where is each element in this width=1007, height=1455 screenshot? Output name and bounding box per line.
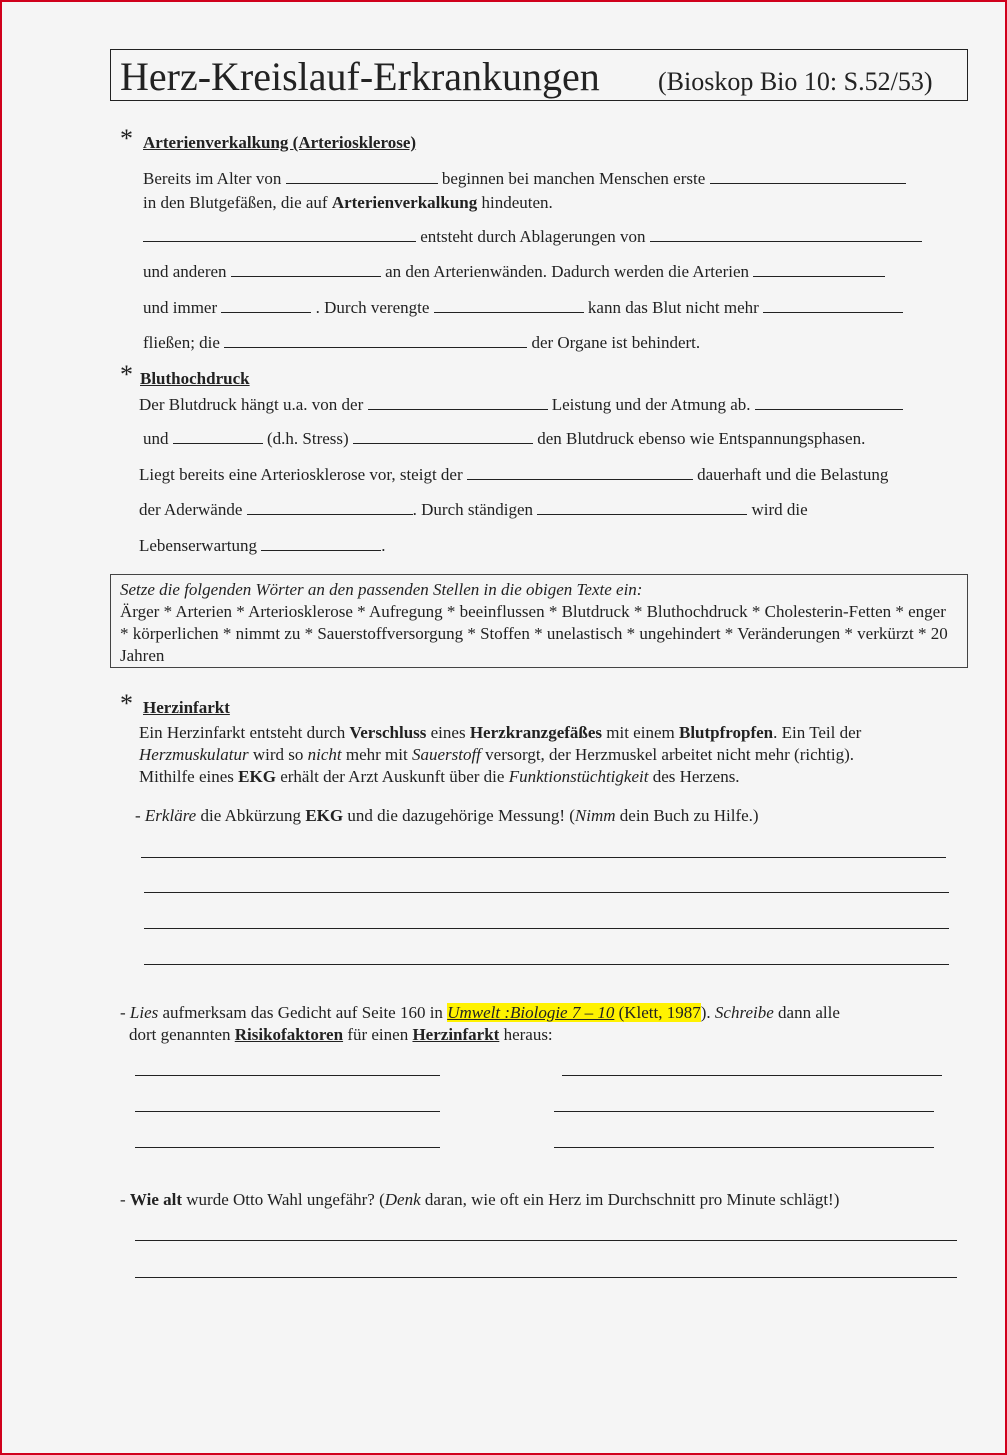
- word-bank-words: Ärger * Arterien * Arteriosklerose * Aufregung * beeinflussen * Blutdruck * Bluthochdruck * Cholesterin-Fetten * enger * körperlichen * nimmt zu * Sauerstoffversorgung * Stoffen * unelastisch * ungehindert * Veränderungen * verkürzt * 20 Jahren: [120, 602, 948, 665]
- word-bank-instruction: Setze die folgenden Wörter an den passenden Stellen in die obigen Texte ein:: [120, 580, 643, 599]
- fill-blank[interactable]: [650, 227, 922, 242]
- page-title: Herz-Kreislauf-Erkrankungen: [120, 54, 600, 99]
- text-line: Ein Herzinfarkt entsteht durch Verschluss eines Herzkranzgefäßes mit einem Blutpfropfen. Ein Teil der: [139, 723, 862, 742]
- fill-blank[interactable]: [173, 429, 263, 444]
- fill-blank[interactable]: [247, 500, 413, 515]
- answer-line[interactable]: [554, 1111, 934, 1112]
- answer-line[interactable]: [135, 1147, 440, 1148]
- poem-task-line-1: - Lies aufmerksam das Gedicht auf Seite 160 in Umwelt :Biologie 7 – 10 (Klett, 1987). Schreibe dann alle: [120, 1003, 840, 1022]
- fill-blank[interactable]: [467, 465, 693, 480]
- fill-blank[interactable]: [231, 262, 381, 277]
- text-line: entsteht durch Ablagerungen von: [143, 227, 922, 247]
- text-line: fließen; die der Organe ist behindert.: [143, 333, 701, 352]
- ekg-question: - Erkläre die Abkürzung EKG und die dazugehörige Messung! (Nimm dein Buch zu Hilfe.): [135, 806, 759, 825]
- fill-blank[interactable]: [353, 429, 533, 444]
- answer-line[interactable]: [141, 857, 946, 858]
- fill-blank[interactable]: [434, 298, 584, 313]
- fill-blank[interactable]: [755, 395, 903, 410]
- answer-line[interactable]: [144, 928, 949, 929]
- fill-blank[interactable]: [368, 395, 548, 410]
- answer-line[interactable]: [562, 1075, 942, 1076]
- bullet-star-icon: *: [120, 124, 133, 153]
- text-line: Lebenserwartung .: [139, 536, 386, 555]
- bullet-star-icon: *: [120, 360, 133, 389]
- text-line: und immer . Durch verengte kann das Blut nicht mehr: [143, 298, 903, 318]
- text-line: Mithilfe eines EKG erhält der Arzt Auskunft über die Funktionstüchtigkeit des Herzens.: [139, 767, 740, 786]
- answer-line[interactable]: [135, 1075, 440, 1076]
- fill-blank[interactable]: [763, 298, 903, 313]
- answer-line[interactable]: [144, 964, 949, 965]
- answer-line[interactable]: [135, 1240, 957, 1241]
- text-line: Liegt bereits eine Arteriosklerose vor, steigt der dauerhaft und die Belastung: [139, 465, 889, 484]
- section-heading-hypertension: Bluthochdruck: [140, 369, 250, 388]
- book-reference: (Bioskop Bio 10: S.52/53): [658, 67, 933, 96]
- poem-task-line-2: dort genannten Risikofaktoren für einen Herzinfarkt heraus:: [129, 1025, 553, 1044]
- section-heading-heart-attack: Herzinfarkt: [143, 698, 230, 717]
- otto-question: - Wie alt wurde Otto Wahl ungefähr? (Denk daran, wie oft ein Herz im Durchschnitt pro Minute schlägt!): [120, 1190, 840, 1209]
- word-bank-box: [110, 574, 968, 668]
- text-line: Bereits im Alter von beginnen bei manchen Menschen erste: [143, 169, 906, 189]
- fill-blank[interactable]: [221, 298, 311, 313]
- text-line: in den Blutgefäßen, die auf Arterienverkalkung hindeuten.: [143, 193, 553, 212]
- section-heading-arteriosclerosis: Arterienverkalkung (Arteriosklerose): [143, 133, 417, 152]
- fill-blank[interactable]: [537, 500, 747, 515]
- answer-line[interactable]: [554, 1147, 934, 1148]
- fill-blank[interactable]: [753, 262, 885, 277]
- fill-blank[interactable]: [143, 227, 416, 242]
- text-line: Der Blutdruck hängt u.a. von der Leistung und der Atmung ab.: [139, 395, 903, 415]
- answer-line[interactable]: [144, 892, 949, 893]
- fill-blank[interactable]: [710, 169, 906, 184]
- text-line: und anderen an den Arterienwänden. Dadurch werden die Arterien: [143, 262, 885, 282]
- text-line: und (d.h. Stress) den Blutdruck ebenso wie Entspannungsphasen.: [143, 429, 866, 448]
- text-line: der Aderwände . Durch ständigen wird die: [139, 500, 808, 519]
- text-line: Herzmuskulatur wird so nicht mehr mit Sauerstoff versorgt, der Herzmuskel arbeitet nicht mehr (richtig).: [139, 745, 854, 764]
- answer-line[interactable]: [135, 1277, 957, 1278]
- answer-line[interactable]: [135, 1111, 440, 1112]
- fill-blank[interactable]: [224, 333, 527, 348]
- bullet-star-icon: *: [120, 689, 133, 718]
- fill-blank[interactable]: [286, 169, 438, 184]
- fill-blank[interactable]: [261, 536, 381, 551]
- book-title-highlight: Umwelt :Biologie 7 – 10: [447, 1003, 615, 1022]
